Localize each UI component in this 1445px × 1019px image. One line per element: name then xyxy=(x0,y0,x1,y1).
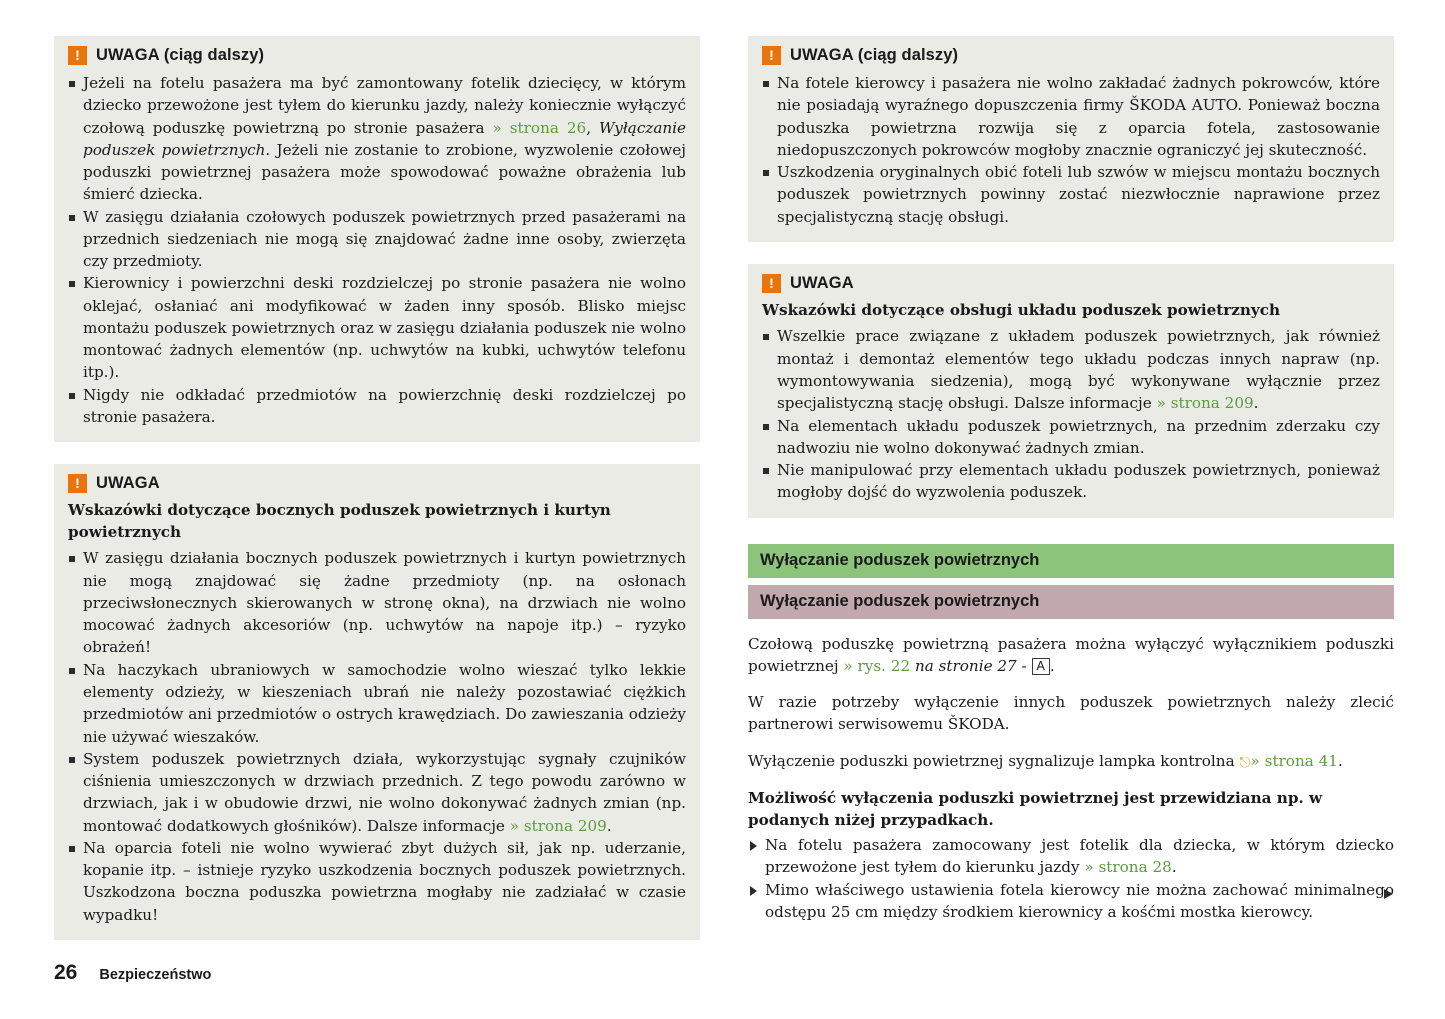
warning-exclamation-icon: ! xyxy=(68,46,87,65)
paragraph-service-partner: W razie potrzeby wyłączenie innych poduszek powietrznych należy zlecić partnerowi serwisowemu ŠKODA. xyxy=(748,693,1394,734)
warning-exclamation-icon: ! xyxy=(762,274,781,293)
warning-header xyxy=(762,274,1380,293)
cross-reference-link[interactable]: » strona 26 xyxy=(492,118,587,137)
continuation-arrow-icon xyxy=(1384,889,1393,899)
list-item: Jeżeli na fotelu pasażera ma być zamontowany fotelik dziecięcy, w którym dziecko przewożone jest tyłem do kierunku jazdy, należy koniecznie wyłączyć czołową poduszkę powietrzną po stronie pasażera » strona 26, Wyłączanie poduszek powietrznych. Jeżeli nie zostanie to zrobione, wyzwolenie czołowej poduszki powietrznej pasażera może spowodować poważne obrażenia lub śmierć dziecka. xyxy=(68,72,686,206)
cross-reference-link[interactable]: » strona 209 xyxy=(509,816,607,835)
warning-bullet-list xyxy=(762,72,1380,228)
cross-reference-link[interactable]: » strona 41 xyxy=(1250,751,1338,770)
list-item: Na elementach układu poduszek powietrznych, na przednim zderzaku czy nadwoziu nie wolno dokonywać żadnych zmian. xyxy=(762,415,1380,460)
airbag-off-indicator-icon: ⎋ xyxy=(1239,754,1251,771)
list-item: Kierownicy i powierzchni deski rozdzielczej po stronie pasażera nie wolno oklejać, osłaniać ani modyfikować w żaden inny sposób. Blisko miejsc montażu poduszek powietrznych oraz w zasięgu działania poduszek nie wolno montować żadnych elementów (np. uchwytów na kubki, uchwytów telefonu itp.). xyxy=(68,272,686,383)
list-item: Na fotelu pasażera zamocowany jest fotelik dla dziecka, w którym dziecko przewożone jest tyłem do kierunku jazdy » strona 28. xyxy=(748,834,1394,879)
cross-reference-link[interactable]: » strona 28 xyxy=(1084,857,1172,876)
warning-title: UWAGA xyxy=(790,273,854,292)
warning-subheading: Wskazówki dotyczące bocznych poduszek powietrznych i kurtyn powietrznych xyxy=(68,501,611,541)
section-heading-bar: Wyłączanie poduszek powietrznych xyxy=(748,585,1394,619)
left-column xyxy=(54,36,700,962)
warning-title: UWAGA (ciąg dalszy) xyxy=(790,46,959,64)
callout-key-a: A xyxy=(1032,658,1050,675)
list-item: System poduszek powietrznych działa, wykorzystując sygnały czujników ciśnienia umieszczonych w drzwiach przednich. Z tego powodu zarówno w drzwiach, jak i w obudowie drzwi, nie wolno dokonywać żadnych zmian (np. montować dodatkowych głośników). Dalsze informacje » strona 209. xyxy=(68,748,686,837)
warning-bullet-list xyxy=(762,325,1380,503)
figure-reference-link[interactable]: » rys. 22 xyxy=(843,656,911,675)
footer-section-label: Bezpieczeństwo xyxy=(99,967,212,983)
list-item: Na oparcia foteli nie wolno wywierać zbyt dużych sił, jak np. uderzanie, kopanie itp. – istnieje ryzyko uszkodzenia bocznych poduszek powietrznych. Uszkodzona boczna poduszka powietrzna mogłaby nie zadziałać w czasie wypadku! xyxy=(68,837,686,926)
warning-header xyxy=(762,46,1380,65)
list-item: Mimo właściwego ustawienia fotela kierowcy nie można zachować minimalnego odstępu 25 cm między środkiem kierownicy a kośćmi mostka kierowcy. xyxy=(748,879,1394,924)
warning-exclamation-icon: ! xyxy=(68,474,87,493)
right-column xyxy=(748,36,1394,962)
list-item: Wszelkie prace związane z układem poduszek powietrznych, jak również montaż i demontaż elementów tego układu podczas innych napraw (np. wymontowywania siedzenia), mogą być wykonywane wyłącznie przez specjalistyczną stację obsługi. Dalsze informacje » strona 209. xyxy=(762,325,1380,414)
warning-exclamation-icon: ! xyxy=(762,46,781,65)
list-item: Uszkodzenia oryginalnych obić foteli lub szwów w miejscu montażu bocznych poduszek powietrznych powinny zostać niezwłocznie naprawione przez specjalistyczną stację obsługi. xyxy=(762,161,1380,228)
list-item: Na haczykach ubraniowych w samochodzie wolno wieszać tylko lekkie elementy odzieży, w kieszeniach ubrań nie należy pozostawiać ciężkich przedmiotów ani przedmiotów o ostrych krawędziach. Do zawieszania odzieży nie używać wieszaków. xyxy=(68,659,686,748)
list-item: Nigdy nie odkładać przedmiotów na powierzchnię deski rozdzielczej po stronie pasażera. xyxy=(68,384,686,429)
deactivation-cases-list xyxy=(748,834,1394,924)
warning-box-continued-right xyxy=(748,36,1394,242)
warning-header xyxy=(68,474,686,493)
warning-header xyxy=(68,46,686,65)
warning-box-side-airbags xyxy=(54,464,700,940)
warning-box-airbag-service xyxy=(748,264,1394,518)
paragraph-deactivation-cases-heading: Możliwość wyłączenia poduszki powietrznej jest przewidziana np. w podanych niżej przypadkach. xyxy=(748,789,1323,830)
warning-title: UWAGA xyxy=(96,474,160,493)
warning-subheading: Wskazówki dotyczące obsługi układu poduszek powietrznych xyxy=(762,300,1281,319)
two-column-layout xyxy=(54,36,1394,962)
cross-reference-link[interactable]: » strona 209 xyxy=(1156,394,1254,413)
warning-box-continued xyxy=(54,36,700,442)
list-item: Nie manipulować przy elementach układu poduszek powietrznych, ponieważ mogłoby dojść do wyzwolenia poduszek. xyxy=(762,459,1380,504)
warning-title: UWAGA (ciąg dalszy) xyxy=(96,46,265,64)
chapter-heading-bar: Wyłączanie poduszek powietrznych xyxy=(748,544,1394,578)
page-number: 26 xyxy=(54,961,78,984)
list-item: Na fotele kierowcy i pasażera nie wolno zakładać żadnych pokrowców, które nie posiadają wyraźnego dopuszczenia firmy ŠKODA AUTO. Ponieważ boczna poduszka powietrzna rozwija się z oparcia fotela, zastosowanie niedopuszczonych pokrowców mogłoby znacznie ograniczyć jej skuteczność. xyxy=(762,72,1380,161)
paragraph-deactivation-switch: Czołową poduszkę powietrzną pasażera można wyłączyć wyłącznikiem poduszki powietrznej » rys. 22 na stronie 27 - A . xyxy=(748,634,1394,675)
warning-bullet-list xyxy=(68,72,686,428)
page-footer xyxy=(54,961,211,985)
list-item: W zasięgu działania czołowych poduszek powietrznych przed pasażerami na przednich siedzeniach nie mogą się znajdować żadne inne osoby, zwierzęta czy przedmioty. xyxy=(68,206,686,273)
warning-bullet-list xyxy=(68,547,686,926)
list-item: W zasięgu działania bocznych poduszek powietrznych i kurtyn powietrznych nie mogą znajdować się żadne przedmioty (np. na osłonach przeciwsłonecznych skierowanych w stronę okna), na drzwiach nie wolno mocować żadnych akcesoriów (np. uchwytów na napoje itp.) – ryzyko obrażeń! xyxy=(68,547,686,658)
paragraph-indicator-lamp: Wyłączenie poduszki powietrznej sygnalizuje lampka kontrolna ⎋» strona 41. xyxy=(748,750,1394,774)
